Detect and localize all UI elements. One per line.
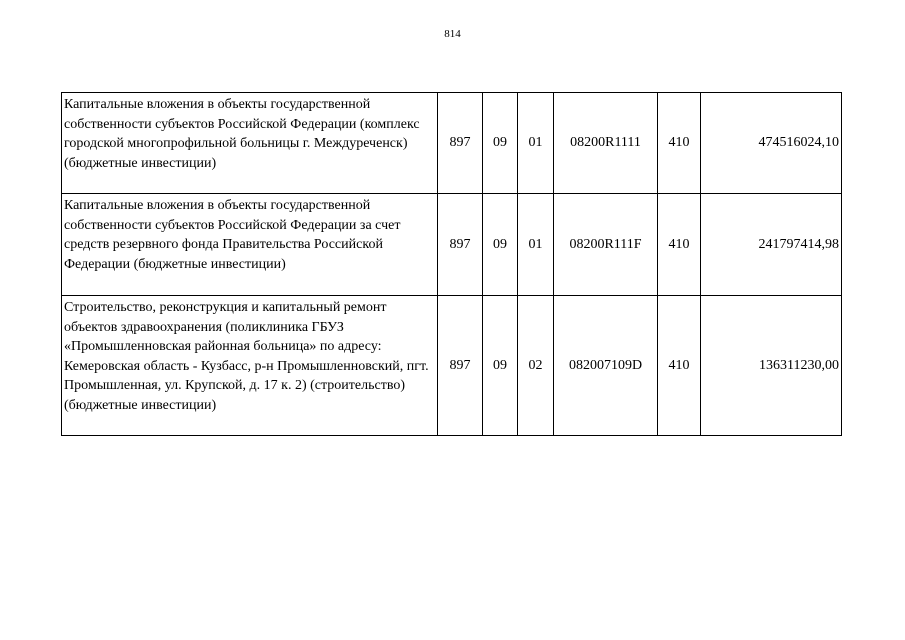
row-description: Строительство, реконструкция и капитальный ремонт объектов здравоохранения (поликлиника ГБУЗ «Промышленновская районная больница» по адресу: Кемеровская область - Кузбасс, р-н Промышленновский, пгт. Промышленная, ул. Крупской, д. 17 к. 2) (строительство) (бюджетные инвестиции) bbox=[62, 296, 438, 436]
expense-type-code: 410 bbox=[658, 296, 701, 436]
section-code: 09 bbox=[483, 194, 518, 296]
amount: 474516024,10 bbox=[701, 93, 842, 194]
budget-table bbox=[61, 92, 842, 436]
target-article-code: 08200R1111 bbox=[554, 93, 658, 194]
target-article-code: 08200R111F bbox=[554, 194, 658, 296]
ministry-code: 897 bbox=[438, 296, 483, 436]
table-row bbox=[62, 93, 842, 194]
row-description: Капитальные вложения в объекты государственной собственности субъектов Российской Федерации за счет средств резервного фонда Правительства Российской Федерации (бюджетные инвестиции) bbox=[62, 194, 438, 296]
table-row bbox=[62, 194, 842, 296]
section-code: 09 bbox=[483, 93, 518, 194]
section-code: 09 bbox=[483, 296, 518, 436]
table-row bbox=[62, 296, 842, 436]
target-article-code: 082007109D bbox=[554, 296, 658, 436]
expense-type-code: 410 bbox=[658, 93, 701, 194]
expense-type-code: 410 bbox=[658, 194, 701, 296]
subsection-code: 01 bbox=[518, 194, 554, 296]
amount: 241797414,98 bbox=[701, 194, 842, 296]
subsection-code: 02 bbox=[518, 296, 554, 436]
ministry-code: 897 bbox=[438, 194, 483, 296]
row-description: Капитальные вложения в объекты государственной собственности субъектов Российской Федерации (комплекс городской многопрофильной больницы г. Междуреченск) (бюджетные инвестиции) bbox=[62, 93, 438, 194]
amount: 136311230,00 bbox=[701, 296, 842, 436]
subsection-code: 01 bbox=[518, 93, 554, 194]
ministry-code: 897 bbox=[438, 93, 483, 194]
page-number: 814 bbox=[444, 28, 461, 40]
